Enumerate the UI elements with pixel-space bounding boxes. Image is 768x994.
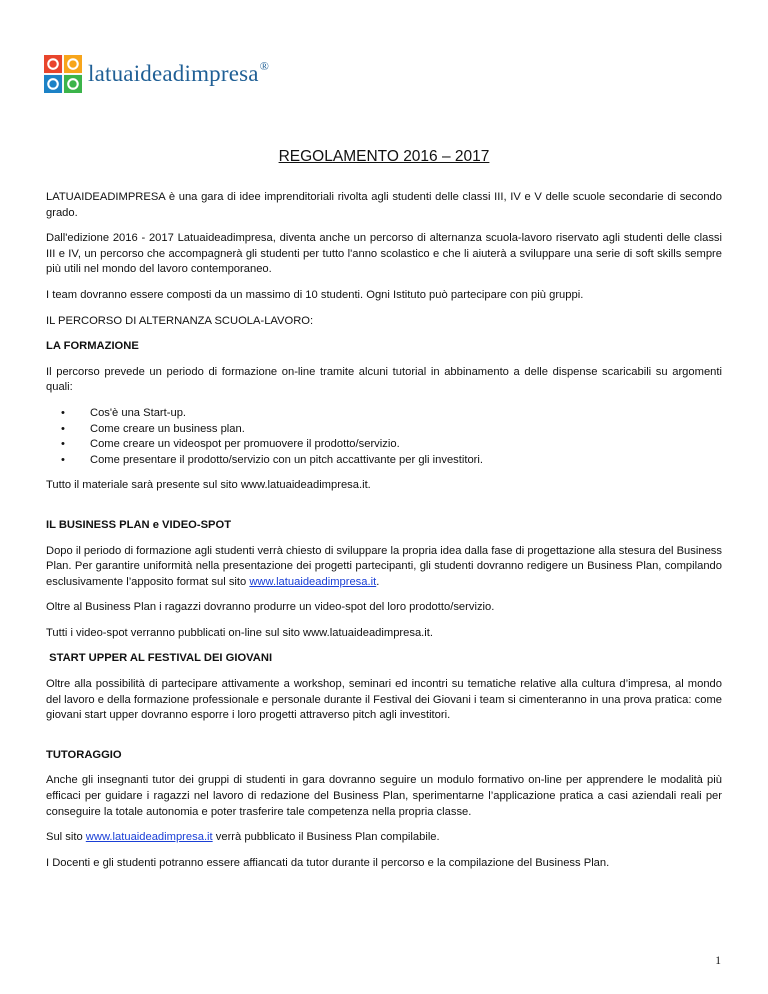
- materiale-paragraph: Tutto il materiale sarà presente sul sito www.latuaideadimpresa.it.: [46, 479, 371, 492]
- logo-text: latuaideadimpresa®: [88, 59, 270, 86]
- list-item: • Come presentare il prodotto/servizio con un pitch accattivante per gli investitori.: [90, 453, 722, 469]
- list-item: • Come creare un business plan.: [90, 422, 722, 438]
- page-title: REGOLAMENTO 2016 – 2017: [278, 148, 490, 165]
- website-link[interactable]: www.latuaideadimpresa.it: [85, 831, 213, 844]
- formazione-list: [46, 406, 722, 468]
- pubblicazione-paragraph: Tutti i video-spot verranno pubblicati on-line sul sito www.latuaideadimpresa.it.: [46, 626, 433, 639]
- website-link[interactable]: www.latuaideadimpresa.it: [249, 575, 377, 588]
- intro-paragraph: LATUAIDEADIMPRESA è una gara di idee imprenditoriali rivolta agli studenti delle classi III, IV e V delle scuole secondarie di secondo grado.: [46, 191, 722, 219]
- sito-paragraph: Sul sito www.latuaideadimpresa.it verrà pubblicato il Business Plan compilabile.: [46, 831, 440, 844]
- team-paragraph: I team dovranno essere composti da un massimo di 10 studenti. Ogni Istituto può partecipare con più gruppi.: [46, 288, 584, 301]
- page-number: 1: [715, 955, 721, 967]
- tutoraggio-paragraph: Anche gli insegnanti tutor dei gruppi di studenti in gara dovranno seguire un modulo formativo on-line per apprendere le modalità più efficaci per guidare i ragazzi nel lavoro di redazione del Business Plan, sperimentarne l’applicazione pratica a casi aziendali reali per conseguire la totale autonomia e poter trasferire tale competenza nella propria classe.: [46, 774, 722, 818]
- percorso-heading: IL PERCORSO DI ALTERNANZA SCUOLA-LAVORO:: [46, 314, 314, 327]
- tutoraggio-heading: TUTORAGGIO: [46, 748, 122, 761]
- list-item: • Come creare un videospot per promuovere il prodotto/servizio.: [90, 437, 722, 453]
- docenti-paragraph: I Docenti e gli studenti potranno essere affiancati da tutor durante il percorso e la compilazione del Business Plan.: [46, 856, 610, 869]
- list-item: • Cos'è una Start-up.: [90, 406, 722, 422]
- festival-paragraph: Oltre alla possibilità di partecipare attivamente a workshop, seminari ed incontri su tematiche relative alla cultura d’impresa, al mondo del lavoro e della formazione professionale e personale durante il Festival dei Giovani i team si cimenteranno in una prova pratica: come giovani start upper dovranno esporre i loro progetti attraverso pitch agli investitori.: [46, 678, 722, 722]
- business-heading: IL BUSINESS PLAN e VIDEO-SPOT: [46, 518, 232, 531]
- business-paragraph: Dopo il periodo di formazione agli studenti verrà chiesto di sviluppare la propria idea dalla fase di progettazione alla stesura del Business Plan. Per garantire uniformità nella presentazione dei progetti partecipanti, gli studenti dovranno redigere un Business Plan, compilando esclusivamente l’apposito format sul sito www.latuaideadimpresa.it.: [46, 544, 722, 588]
- document-body: [46, 190, 722, 881]
- logo-mark-icon: [44, 55, 82, 93]
- formazione-heading: LA FORMAZIONE: [46, 340, 139, 353]
- edition-paragraph: Dall'edizione 2016 - 2017 Latuaideadimpresa, diventa anche un percorso di alternanza scuola-lavoro riservato agli studenti delle classi III e IV, un percorso che accompagnerà gli studenti per tutto l'anno scolastico e che li aiuterà a sviluppare una serie di soft skills sempre più utili nel mondo del lavoro contemporaneo.: [46, 232, 722, 276]
- formazione-paragraph: Il percorso prevede un periodo di formazione on-line tramite alcuni tutorial in abbinamento a delle dispense scaricabili su argomenti quali:: [46, 365, 722, 394]
- logo: [44, 55, 269, 93]
- videospot-paragraph: Oltre al Business Plan i ragazzi dovranno produrre un video-spot del loro prodotto/servizio.: [46, 601, 495, 614]
- festival-heading: START UPPER AL FESTIVAL DEI GIOVANI: [46, 652, 273, 665]
